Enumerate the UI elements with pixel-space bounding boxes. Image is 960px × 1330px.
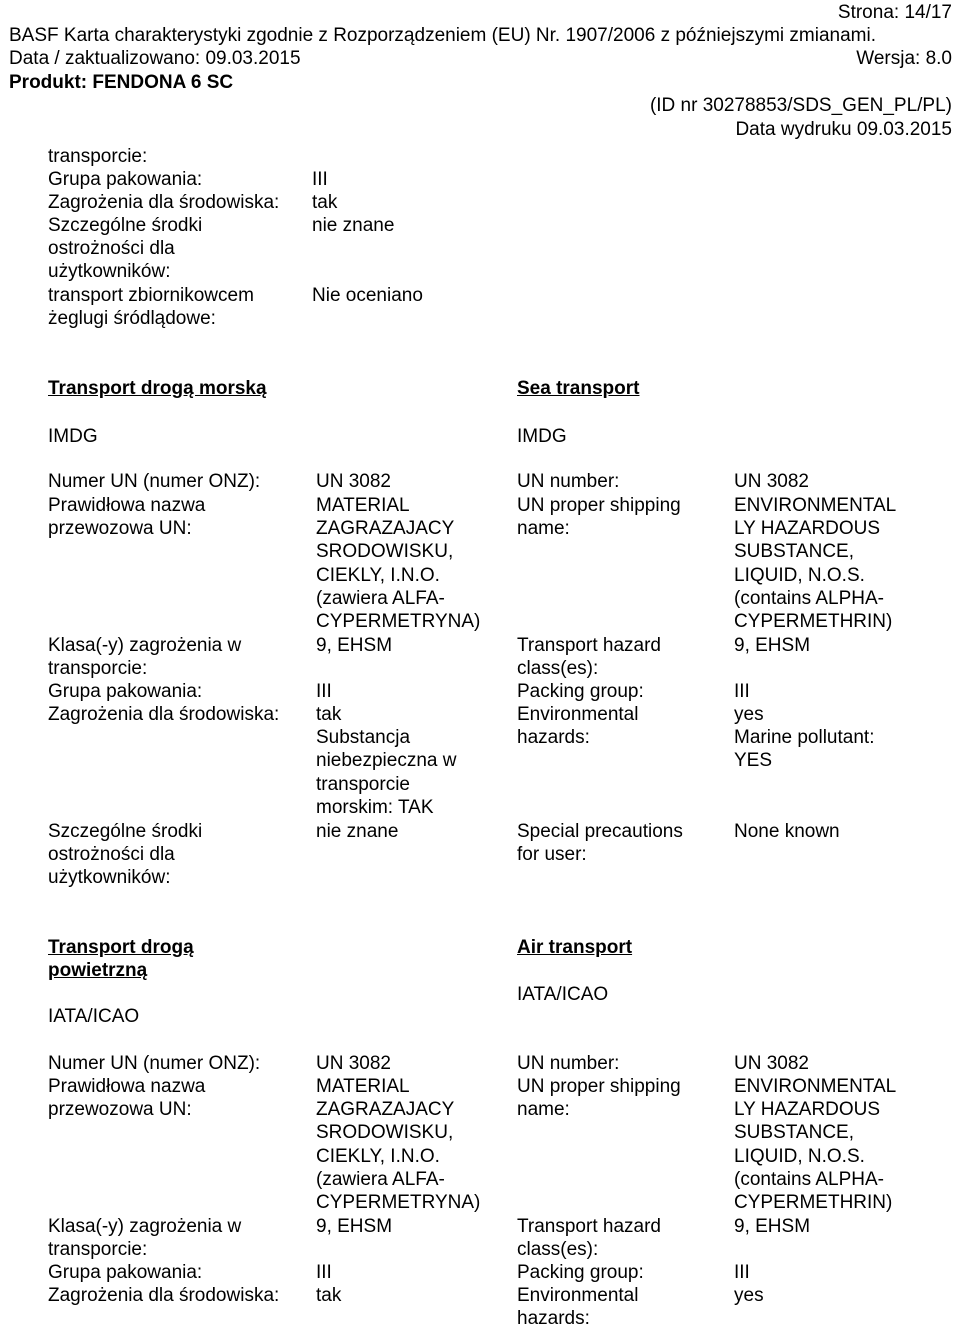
- row-label: UN number:: [517, 471, 620, 492]
- page-number: Strona: 14/17: [837, 2, 952, 23]
- row-value: tak: [316, 1285, 342, 1306]
- row-label: Zagrożenia dla środowiska:: [48, 704, 280, 725]
- row-label: transporcie:: [48, 146, 148, 167]
- row-value: III: [734, 1262, 750, 1283]
- print-date: Data wydruku 09.03.2015: [735, 119, 952, 140]
- row-label: Prawidłowa nazwa przewozowa UN:: [48, 1076, 206, 1121]
- section-heading: Sea transport: [517, 378, 640, 399]
- row-label: Packing group:: [517, 681, 644, 702]
- row-label: Grupa pakowania:: [48, 681, 203, 702]
- row-value: 9, EHSM: [316, 635, 393, 656]
- section-heading: Air transport: [517, 937, 633, 958]
- section-heading: Transport drogą morską: [48, 378, 267, 399]
- row-value: UN 3082: [734, 1053, 809, 1074]
- row-label: Transport hazard class(es):: [517, 635, 661, 680]
- row-label: Szczególne środki ostrożności dla użytkowników:: [48, 821, 203, 889]
- row-label: Klasa(-y) zagrożenia w transporcie:: [48, 1216, 242, 1261]
- row-value: III: [734, 681, 750, 702]
- row-label: Packing group:: [517, 1262, 644, 1283]
- row-value: MATERIAL ZAGRAZAJACY SRODOWISKU, CIEKLY, I.N.O. (zawiera ALFA- CYPERMETRYNA): [316, 495, 481, 633]
- row-label: Special precautions for user:: [517, 821, 683, 866]
- row-value: nie znane: [316, 821, 399, 842]
- row-value: MATERIAL ZAGRAZAJACY SRODOWISKU, CIEKLY, I.N.O. (zawiera ALFA- CYPERMETRYNA): [316, 1076, 481, 1214]
- row-value: yes: [734, 1285, 764, 1306]
- regulation-code: IMDG: [517, 426, 567, 447]
- row-value: None known: [734, 821, 840, 842]
- document-title: BASF Karta charakterystyki zgodnie z Rozporządzeniem (EU) Nr. 1907/2006 z późniejszymi zmianami.: [9, 25, 876, 46]
- row-value: ENVIRONMENTAL LY HAZARDOUS SUBSTANCE, LIQUID, N.O.S. (contains ALPHA- CYPERMETHRIN): [734, 1076, 897, 1214]
- row-label: Numer UN (numer ONZ):: [48, 1053, 261, 1074]
- row-value: tak Substancja niebezpieczna w transporcie morskim: TAK: [316, 704, 457, 818]
- row-label: UN proper shipping name:: [517, 495, 681, 540]
- row-value: 9, EHSM: [316, 1216, 393, 1237]
- row-value: III: [316, 1262, 332, 1283]
- row-label: Prawidłowa nazwa przewozowa UN:: [48, 495, 206, 540]
- row-label: Grupa pakowania:: [48, 169, 203, 190]
- row-label: Zagrożenia dla środowiska:: [48, 1285, 280, 1306]
- row-label: Transport hazard class(es):: [517, 1216, 661, 1261]
- row-label: Numer UN (numer ONZ):: [48, 471, 261, 492]
- row-label: Environmental hazards:: [517, 1285, 639, 1330]
- row-value: nie znane: [312, 215, 395, 236]
- regulation-code: IATA/ICAO: [517, 984, 609, 1005]
- row-value: ENVIRONMENTAL LY HAZARDOUS SUBSTANCE, LIQUID, N.O.S. (contains ALPHA- CYPERMETHRIN): [734, 495, 897, 633]
- row-label: UN number:: [517, 1053, 620, 1074]
- row-value: tak: [312, 192, 338, 213]
- row-label: Grupa pakowania:: [48, 1262, 203, 1283]
- row-value: 9, EHSM: [734, 635, 811, 656]
- row-label: transport zbiornikowcem żeglugi śródlądowe:: [48, 285, 254, 330]
- section-heading: Transport drogą powietrzną: [48, 937, 194, 981]
- row-value: III: [312, 169, 328, 190]
- document-id: (ID nr 30278853/SDS_GEN_PL/PL): [649, 95, 952, 116]
- version: Wersja: 8.0: [856, 48, 952, 69]
- row-label: UN proper shipping name:: [517, 1076, 681, 1121]
- regulation-code: IATA/ICAO: [48, 1006, 140, 1027]
- row-label: Zagrożenia dla środowiska:: [48, 192, 280, 213]
- row-value: Nie oceniano: [312, 285, 423, 306]
- row-label: Klasa(-y) zagrożenia w transporcie:: [48, 635, 242, 680]
- row-value: yes Marine pollutant: YES: [734, 704, 875, 772]
- row-value: UN 3082: [316, 1053, 391, 1074]
- row-value: UN 3082: [734, 471, 809, 492]
- regulation-code: IMDG: [48, 426, 98, 447]
- row-value: UN 3082: [316, 471, 391, 492]
- row-value: 9, EHSM: [734, 1216, 811, 1237]
- product-name: Produkt: FENDONA 6 SC: [9, 72, 234, 93]
- row-label: Environmental hazards:: [517, 704, 639, 749]
- revision-date: Data / zaktualizowano: 09.03.2015: [9, 48, 301, 69]
- row-value: III: [316, 681, 332, 702]
- row-label: Szczególne środki ostrożności dla użytkowników:: [48, 215, 203, 283]
